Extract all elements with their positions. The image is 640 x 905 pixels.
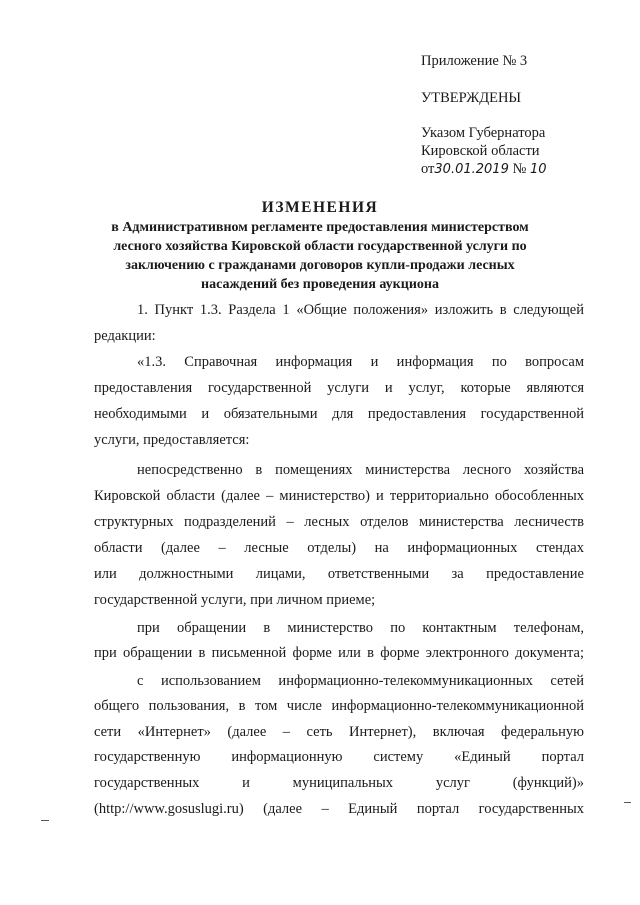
- body-line: 1. Пункт 1.3. Раздела 1 «Общие положения» изложить в следующей: [137, 302, 584, 318]
- document-heading: ИЗМЕНЕНИЯ: [261, 199, 379, 216]
- decree-line-1: Указом Губернатора: [421, 125, 546, 141]
- document-subtitle-4: насаждений без проведения аукциона: [201, 277, 439, 292]
- decree-date-line: [421, 160, 546, 179]
- body-line: при обращении в письменной форме или в форме электронного документа;: [94, 645, 584, 661]
- body-line: при обращении в министерство по контактным телефонам,: [137, 620, 584, 636]
- body-line: структурных подразделений – лесных отделов министерства лесничеств: [94, 514, 584, 530]
- body-line: государственных и муниципальных услуг (функций)»: [94, 775, 584, 791]
- body-line: государственную информационную систему «Единый портал: [94, 749, 584, 765]
- body-line: общего пользования, в том числе информационно-телекоммуникационной: [94, 698, 584, 714]
- title-block: [95, 198, 545, 294]
- appendix-number: Приложение № 3: [421, 53, 528, 69]
- body-line: «1.3. Справочная информация и информация по вопросам: [137, 354, 584, 370]
- body-line: или должностными лицами, ответственными за предоставление: [94, 566, 584, 582]
- body-line: непосредственно в помещениях министерства лесного хозяйства: [137, 462, 584, 478]
- decree-from-label: от: [421, 161, 435, 177]
- decree-line-2: Кировской области: [421, 143, 540, 159]
- body-line: редакции:: [94, 328, 156, 344]
- scan-mark-left: [41, 820, 49, 821]
- document-subtitle-3: заключению с гражданами договоров купли-продажи лесных: [125, 258, 515, 273]
- body-line: услуги, предоставляется:: [94, 432, 250, 448]
- body-line: сети «Интернет» (далее – сеть Интернет), включая федеральную: [94, 724, 584, 740]
- body-line: области (далее – лесные отделы) на информационных стендах: [94, 540, 584, 556]
- decree-number-prefix: №: [512, 161, 527, 177]
- body-line: государственной услуги, при личном приеме;: [94, 592, 376, 608]
- document-subtitle-1: в Административном регламенте предоставления министерством: [111, 220, 529, 235]
- scan-mark-right: [624, 802, 631, 803]
- document-subtitle-2: лесного хозяйства Кировской области государственной услуги по: [113, 239, 527, 254]
- body-line: Кировской области (далее – министерство) и территориально обособленных: [94, 488, 584, 504]
- body-line: (http://www.gosuslugi.ru) (далее – Единый портал государственных: [94, 801, 584, 817]
- approved-label: УТВЕРЖДЕНЫ: [421, 90, 522, 106]
- body-line: предоставления государственной услуги и услуг, которые являются: [94, 380, 584, 396]
- body-line: необходимыми и обязательными для предоставления государственной: [94, 406, 584, 422]
- decree-number-handwritten: 10: [529, 162, 547, 177]
- body-line: с использованием информационно-телекоммуникационных сетей: [137, 673, 584, 689]
- decree-date-handwritten: 30.01.2019: [434, 162, 509, 177]
